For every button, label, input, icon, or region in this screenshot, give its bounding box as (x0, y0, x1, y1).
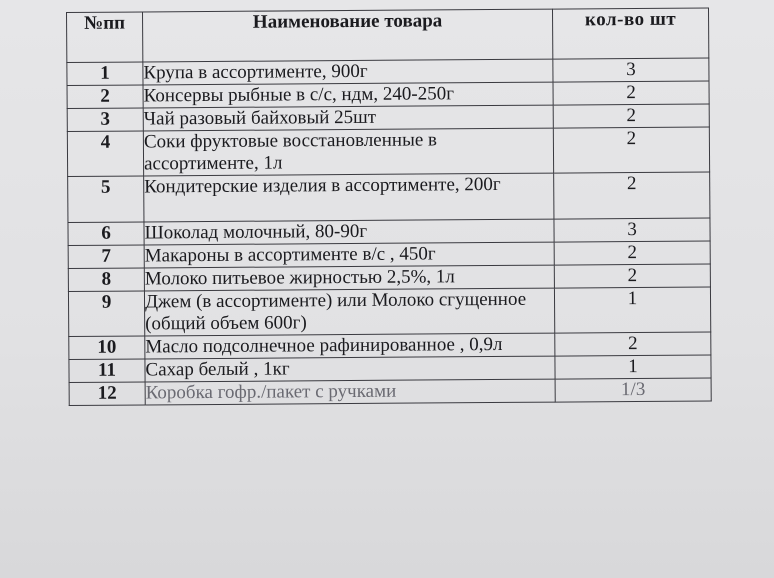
blurred-footer (84, 528, 644, 545)
row-product-name: Сахар белый , 1кг (145, 356, 555, 382)
row-product-name: Чай разовый байховый 25шт (143, 105, 553, 131)
table-header-row (67, 8, 709, 62)
row-quantity: 1 (554, 287, 710, 333)
row-number: 3 (67, 108, 143, 132)
header-number: №пп (67, 12, 143, 63)
row-quantity: 2 (553, 104, 709, 128)
row-quantity: 2 (554, 264, 710, 288)
goods-table (66, 8, 712, 406)
row-product-name: Коробка гофр./пакет с ручками (145, 379, 555, 405)
row-number: 9 (68, 291, 144, 337)
row-product-name: Крупа в ассортименте, 900г (143, 59, 553, 85)
row-quantity: 2 (554, 241, 710, 265)
row-quantity: 2 (553, 81, 709, 105)
header-product-name: Наименование товара (143, 9, 553, 62)
row-quantity: 1/3 (555, 378, 711, 402)
row-product-name: Масло подсолнечное рафинированное , 0,9л (145, 333, 555, 359)
row-quantity: 1 (555, 355, 711, 379)
table-row (67, 127, 709, 176)
row-quantity: 3 (553, 58, 709, 82)
row-product-name: Кондитерские изделия в ассортименте, 200г (144, 173, 554, 222)
row-product-name: Консервы рыбные в с/с, ндм, 240-250г (143, 82, 553, 108)
row-number: 12 (69, 382, 145, 406)
row-number: 2 (67, 85, 143, 109)
row-number: 8 (68, 268, 144, 292)
row-number: 10 (69, 336, 145, 360)
table-row (68, 287, 710, 336)
row-product-name: Соки фруктовые восстановленные в ассортименте, 1л (143, 128, 553, 176)
row-number: 4 (67, 131, 143, 177)
row-number: 6 (68, 222, 144, 246)
row-quantity: 2 (555, 332, 711, 356)
row-number: 11 (69, 359, 145, 383)
row-product-name: Макароны в ассортименте в/с , 450г (144, 242, 554, 268)
row-quantity: 3 (554, 218, 710, 242)
row-product-name: Джем (в ассортименте) или Молоко сгущенное (общий объем 600г) (144, 288, 554, 336)
table-row (69, 378, 711, 405)
row-quantity: 2 (554, 172, 710, 219)
row-product-name: Молоко питьевое жирностью 2,5%, 1л (144, 265, 554, 291)
header-quantity: кол-во шт (552, 8, 708, 59)
row-product-name: Шоколад молочный, 80-90г (144, 219, 554, 245)
row-quantity: 2 (553, 127, 709, 173)
table-row (68, 172, 710, 222)
row-number: 5 (68, 176, 144, 223)
row-number: 1 (67, 62, 143, 86)
row-number: 7 (68, 245, 144, 269)
